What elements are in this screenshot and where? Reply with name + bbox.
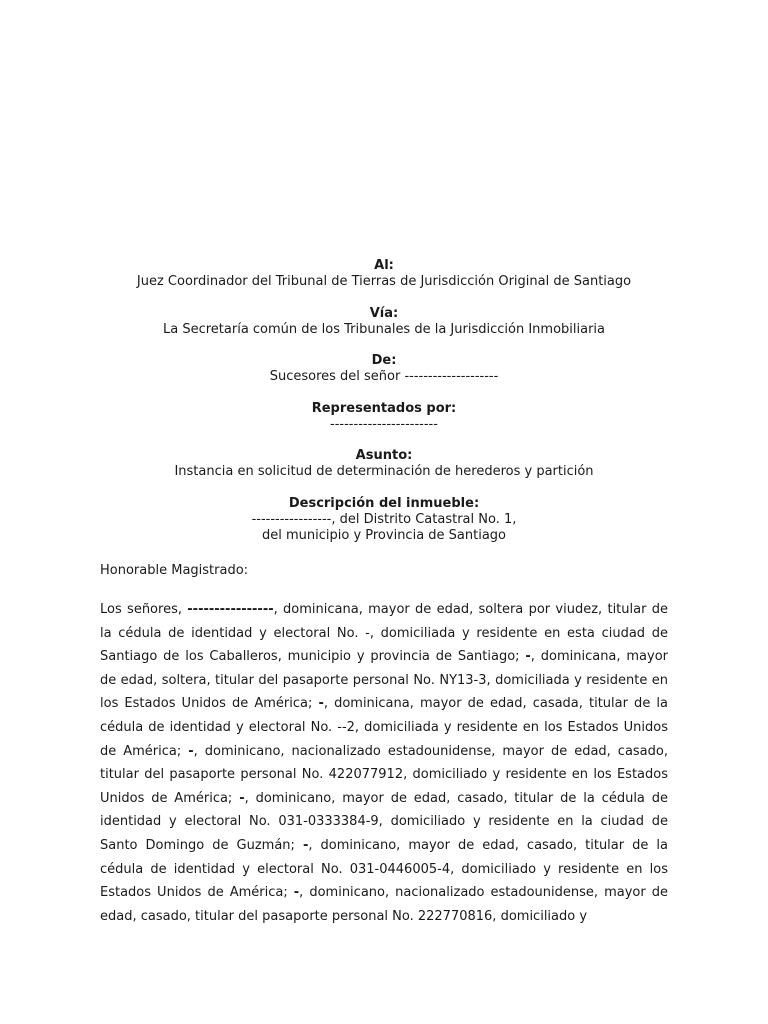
body-text-segment: , dominicana, mayor de edad, soltera por viudez, titular de la cédula de identidad y electoral No. -, domiciliada y residente en esta ciudad de Santiago de los Caballeros, municipio y provincia de Santiago; xyxy=(100,602,668,665)
represented-by-value: ----------------------- xyxy=(330,417,438,432)
property-description-label: Descripción del inmueble: xyxy=(288,496,480,511)
subject-label: Asunto: xyxy=(355,448,413,463)
via-label: Vía: xyxy=(369,306,399,321)
addressee-label: Al: xyxy=(374,258,394,273)
body-text-segment: , dominicano, nacionalizado estadounidense, mayor de edad, casado, titular del pasaporte personal No. 222770816, domiciliado y xyxy=(100,885,668,924)
salutation: Honorable Magistrado: xyxy=(100,563,249,578)
addressee-value: Juez Coordinador del Tribunal de Tierras de Jurisdicción Original de Santiago xyxy=(136,274,632,289)
property-description-line2: del municipio y Provincia de Santiago xyxy=(261,528,507,543)
body-name-placeholder: - xyxy=(239,790,245,806)
body-name-placeholder: - xyxy=(302,837,309,853)
body-name-placeholder: - xyxy=(188,743,194,759)
addressee-block xyxy=(0,258,768,290)
body-name-placeholder: - xyxy=(293,885,300,901)
represented-by-block xyxy=(0,401,768,433)
body-text-segment: , dominicana, mayor de edad, soltera, titular del pasaporte personal No. NY13-3, domiciliada y residente en los Estados Unidos de América; xyxy=(100,649,668,712)
body-text-segment: , dominicano, mayor de edad, casado, titular de la cédula de identidad y electoral No. 031-0446005-4, domiciliado y residente en los Estados Unidos de América; xyxy=(100,837,669,901)
body-text-segment: , dominicana, mayor de edad, casada, titular de la cédula de identidad y electoral No. --2, domiciliada y residente en los Estados Unidos de América; xyxy=(100,696,668,759)
body-name-placeholder: - xyxy=(525,649,531,665)
body-text-segment: Los señores, xyxy=(100,602,188,617)
property-description-block xyxy=(0,496,768,544)
from-value: Sucesores del señor -------------------- xyxy=(269,369,499,384)
body-text-segment: , dominicano, mayor de edad, casado, titular de la cédula de identidad y electoral No. 031-0333384-9, domiciliado y residente en la ciudad de Santo Domingo de Guzmán; xyxy=(100,790,669,853)
body-text-segment: , dominicano, nacionalizado estadounidense, mayor de edad, casado, titular del pasaporte personal No. 422077912, domiciliado y residente en los Estados Unidos de América; xyxy=(100,743,668,806)
subject-block xyxy=(0,448,768,480)
body-name-placeholder: ---------------- xyxy=(187,602,274,617)
via-block xyxy=(0,306,768,338)
via-value: La Secretaría común de los Tribunales de la Jurisdicción Inmobiliaria xyxy=(163,322,605,337)
body-paragraph xyxy=(100,598,668,928)
represented-by-label: Representados por: xyxy=(311,401,457,416)
body-name-placeholder: - xyxy=(318,696,324,712)
from-block xyxy=(0,353,768,385)
property-description-line1: -----------------, del Distrito Catastral No. 1, xyxy=(251,512,517,527)
from-label: De: xyxy=(371,353,397,368)
subject-value: Instancia en solicitud de determinación de herederos y partición xyxy=(174,464,594,479)
